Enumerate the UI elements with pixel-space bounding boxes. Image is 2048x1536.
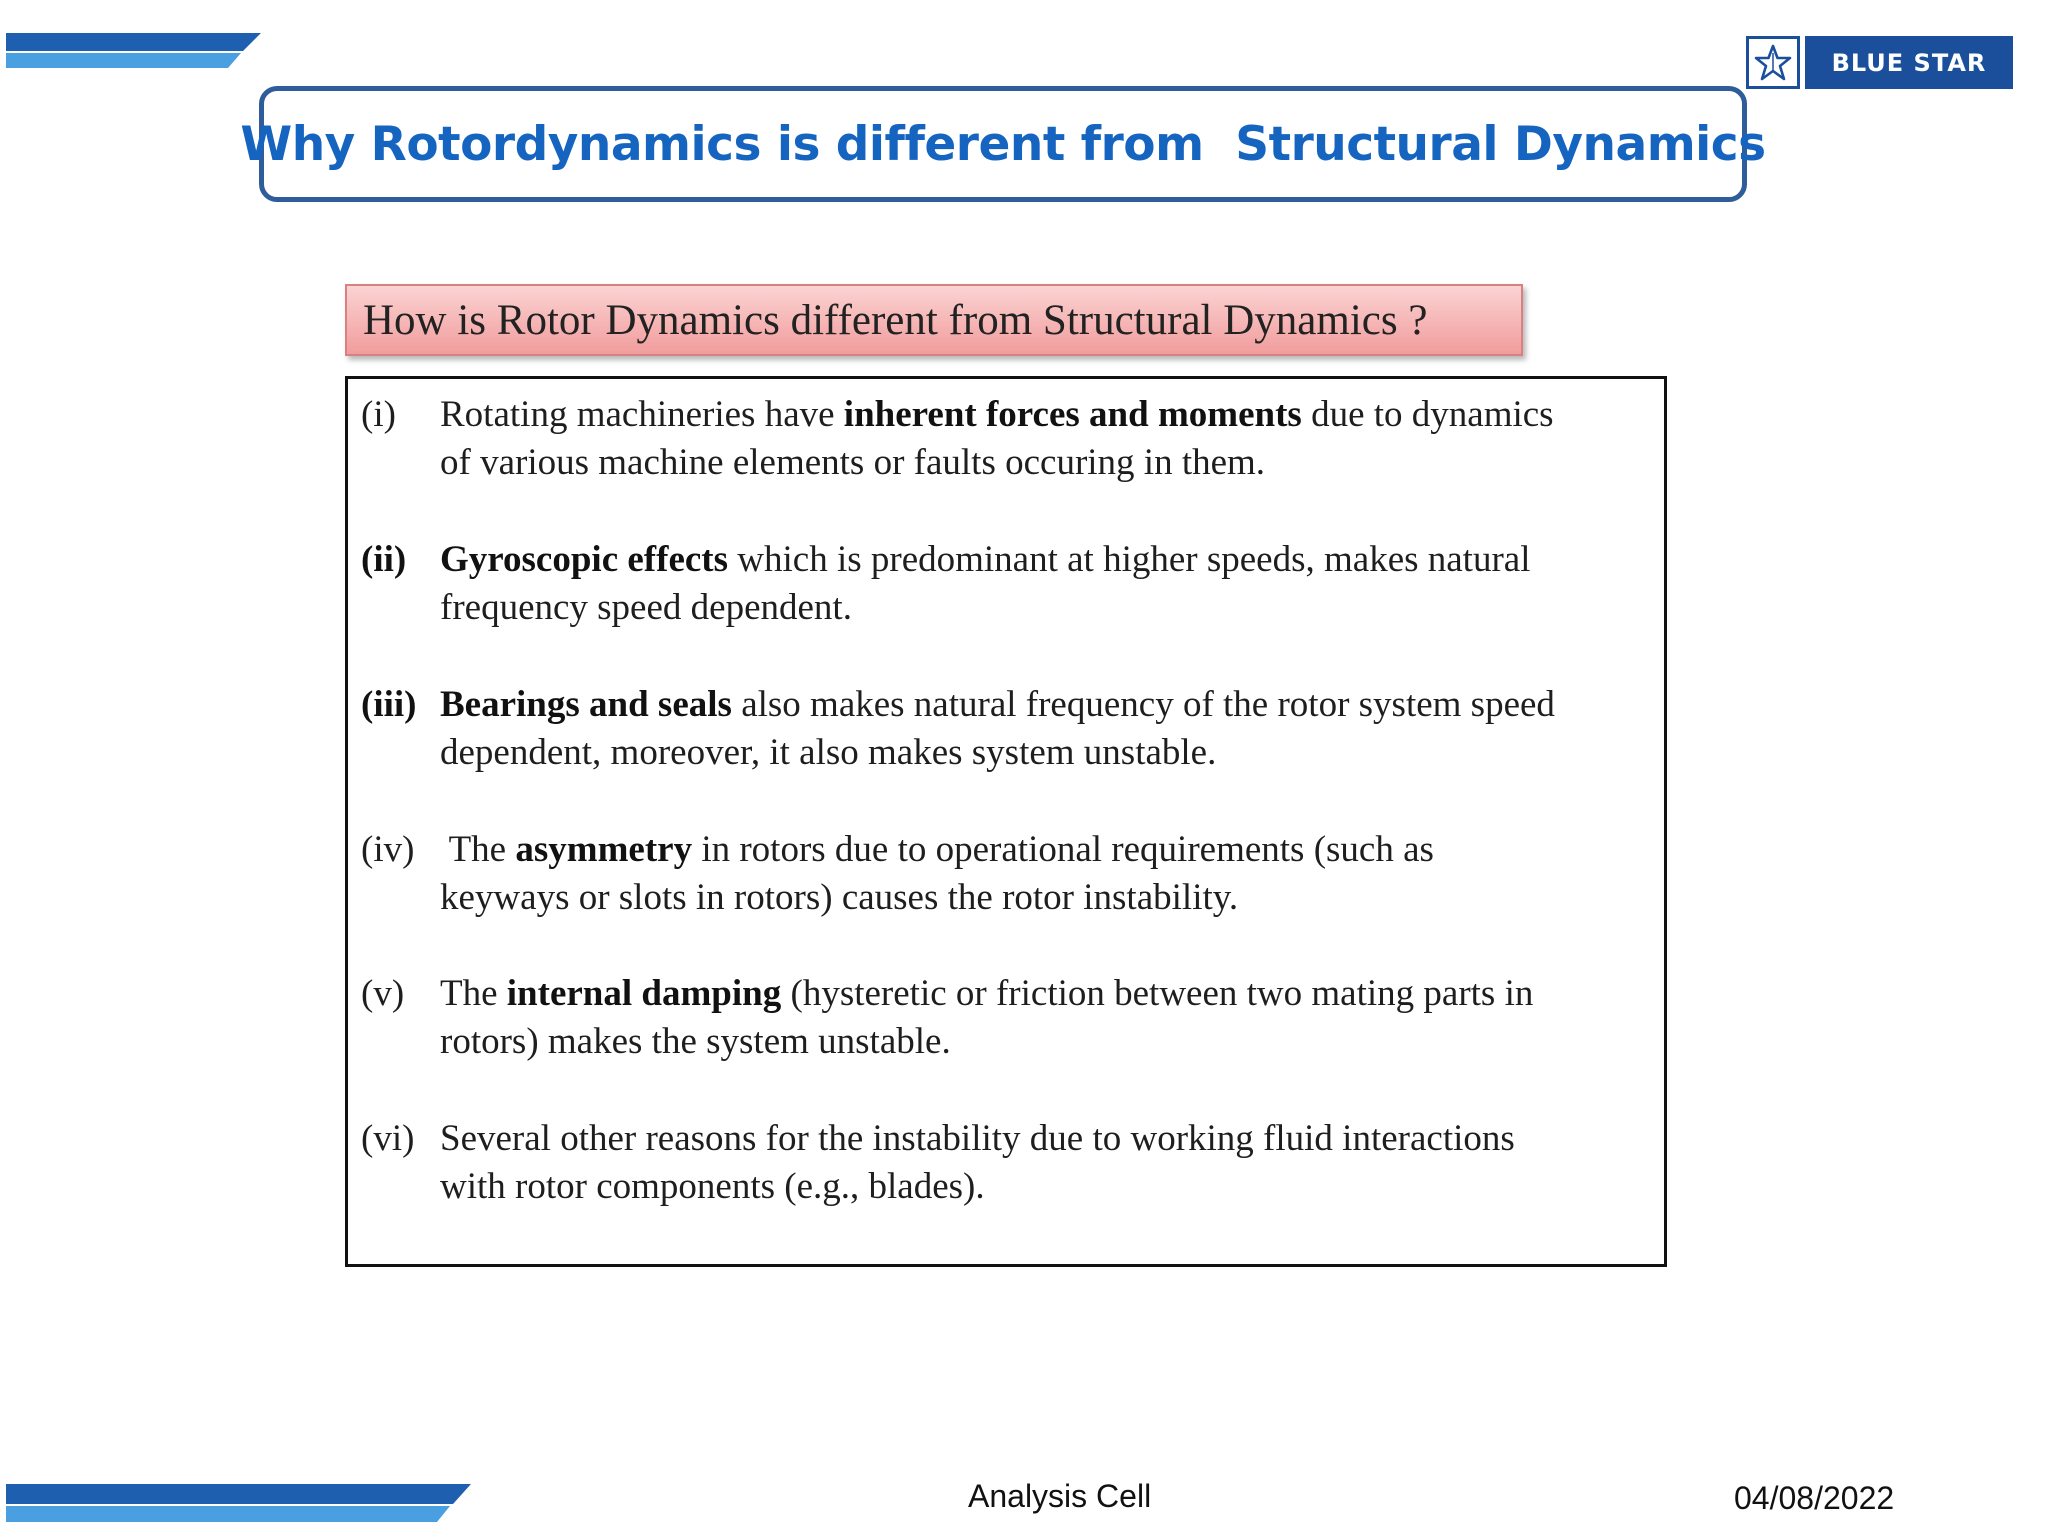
reason-text xyxy=(440,970,1665,1066)
reason-line: dependent, moreover, it also makes system unstable. xyxy=(440,732,1217,773)
reason-text-bold: asymmetry xyxy=(515,829,693,870)
reason-text-bold: inherent forces and moments xyxy=(843,394,1302,435)
page-title: Why Rotordynamics is different from Structural Dynamics xyxy=(240,116,1766,172)
reason-line: Several other reasons for the instability due to working fluid interactions xyxy=(440,1118,1515,1159)
brand-logo xyxy=(1746,36,2013,89)
footer-stripe xyxy=(6,1484,471,1522)
reason-line xyxy=(440,391,1665,439)
footer-date: 04/08/2022 xyxy=(1734,1480,1895,1516)
reason-number: (iv) xyxy=(361,829,415,870)
reasons-box xyxy=(345,376,1667,1267)
reason-text-plain: which is predominant at higher speeds, makes natural xyxy=(728,539,1531,580)
reason-text-bold: Gyroscopic effects xyxy=(440,539,729,580)
star-icon xyxy=(1746,36,1800,89)
title-box xyxy=(240,86,1766,202)
reason-line xyxy=(440,970,1665,1018)
reason-text-bold: internal damping xyxy=(506,973,782,1014)
reason-line xyxy=(440,536,1665,584)
reason-text-plain: The xyxy=(440,973,507,1014)
reason-number: (i) xyxy=(361,394,396,435)
reason-text-plain: also makes natural frequency of the rotor system speed xyxy=(731,684,1555,725)
reason-number: (vi) xyxy=(361,1118,415,1159)
reason-line: of various machine elements or faults occuring in them. xyxy=(440,442,1266,483)
reason-number: (iii) xyxy=(361,684,417,725)
reason-text-plain: (hysteretic or friction between two mating parts in xyxy=(781,973,1534,1014)
reason-line: keyways or slots in rotors) causes the rotor instability. xyxy=(440,877,1239,918)
reason-line: frequency speed dependent. xyxy=(440,587,852,628)
reason-line xyxy=(440,826,1665,874)
reason-text-plain: The xyxy=(440,829,516,870)
reason-line: with rotor components (e.g., blades). xyxy=(440,1166,985,1207)
question-banner xyxy=(345,284,1523,356)
reason-text xyxy=(440,536,1665,632)
reason-text-plain: due to dynamics xyxy=(1301,394,1554,435)
reason-text xyxy=(440,1115,1665,1211)
header-stripe xyxy=(6,33,261,68)
footer-label: Analysis Cell xyxy=(968,1478,1152,1514)
reason-number: (ii) xyxy=(361,539,407,580)
reason-number: (v) xyxy=(361,973,405,1014)
reason-text-plain: Rotating machineries have xyxy=(440,394,844,435)
reason-line xyxy=(440,681,1665,729)
reason-text xyxy=(440,826,1665,922)
reason-text-bold: Bearings and seals xyxy=(440,684,732,725)
reason-line: rotors) makes the system unstable. xyxy=(440,1021,951,1062)
reason-text xyxy=(440,391,1665,487)
reason-text xyxy=(440,681,1665,777)
brand-wordmark: BLUE STAR xyxy=(1805,36,2013,89)
question-heading: How is Rotor Dynamics different from Structural Dynamics ? xyxy=(363,296,1428,344)
reason-text-plain: in rotors due to operational requirements (such as xyxy=(692,829,1434,870)
